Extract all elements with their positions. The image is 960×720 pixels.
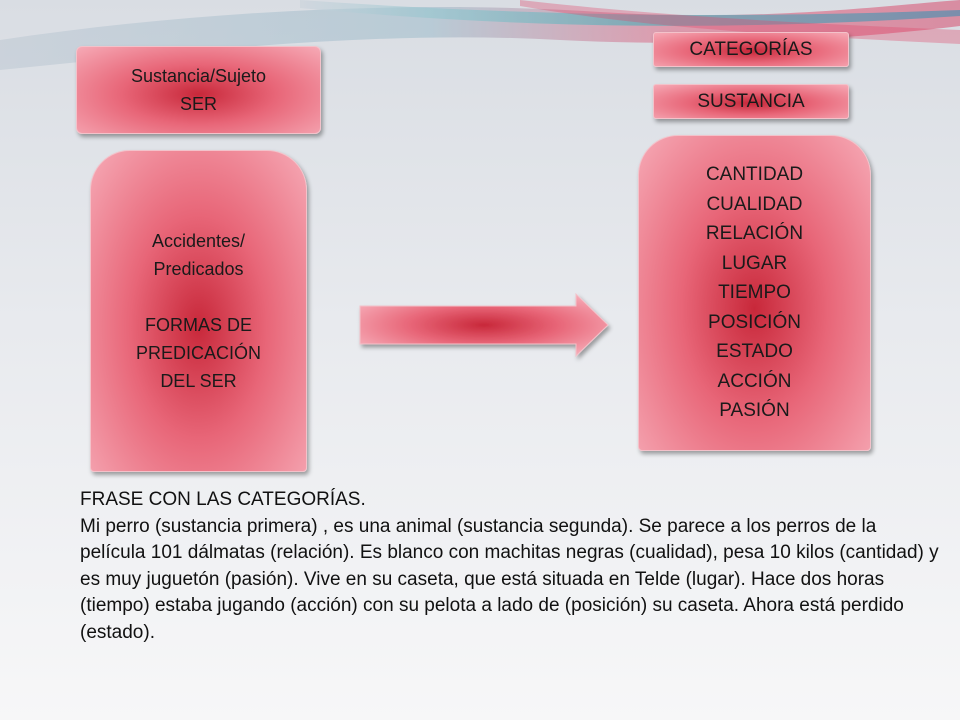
category-item: ESTADO [716, 341, 793, 363]
sustancia-sujeto-label: Sustancia/Sujeto [130, 66, 267, 86]
category-item: CANTIDAD [705, 164, 804, 186]
category-item: POSICIÓN [708, 311, 801, 333]
example-heading: FRASE CON LAS CATEGORÍAS. [80, 489, 366, 510]
category-item: TIEMPO [718, 282, 791, 304]
example-paragraph: Mi perro (sustancia primera) , es una animal (sustancia segunda). Se parece a los perros de la película 101 dálmatas (relación). Es blanco con machitas negras (cualidad), pesa 10 kilos (cantidad) y es muy juguetón (pasión). Vive en su caseta, que está situada en Telde (lugar). Hace dos horas (tiempo) estaba jugando (acción) con su pelota a lado de (posición) su caseta. Ahora está perdido (estado). [80, 515, 939, 643]
sustancia-title-box [653, 84, 849, 119]
sustancia-title: SUSTANCIA [697, 90, 805, 112]
formas-label: FORMAS DE [144, 315, 252, 335]
right-arrow-icon [358, 292, 610, 358]
category-item: RELACIÓN [705, 223, 804, 245]
accidentes-box [90, 150, 307, 472]
accidentes-label: Accidentes/ [151, 231, 246, 251]
del-ser-label: DEL SER [160, 371, 237, 391]
category-item: LUGAR [721, 252, 788, 274]
categorias-title-box [653, 32, 849, 67]
predicados-label: Predicados [153, 259, 244, 279]
ser-label: SER [179, 94, 217, 114]
categorias-title: CATEGORÍAS [689, 38, 813, 60]
category-item: ACCIÓN [717, 370, 792, 392]
category-item: PASIÓN [719, 400, 790, 422]
example-text-block [80, 487, 940, 646]
categorias-list-box [638, 135, 871, 451]
sustancia-sujeto-box [76, 46, 321, 134]
predicacion-label: PREDICACIÓN [135, 343, 261, 363]
category-item: CUALIDAD [706, 193, 803, 215]
